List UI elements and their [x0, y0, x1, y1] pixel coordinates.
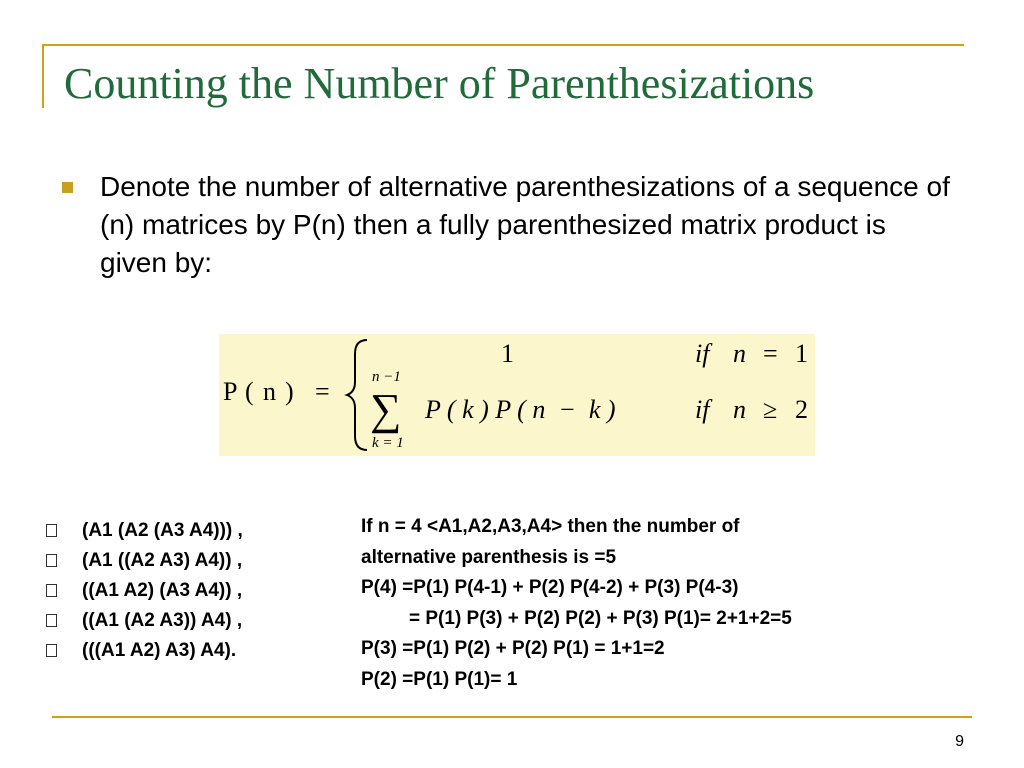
box-bullet-icon [46, 554, 57, 567]
case1-value: 1 [501, 339, 514, 368]
recurrence-formula [219, 334, 815, 456]
example-line: = P(1) P(3) + P(2) P(2) + P(3) P(1)= 2+1+2=5 [409, 607, 792, 629]
example-line: P(3) =P(1) P(2) + P(2) P(1) = 1+1=2 [361, 638, 665, 659]
bullet-text: Denote the number of alternative parenthesizations of a sequence of (n) matrices by P(n) then a fully parenthesized matrix product is given by: [100, 171, 950, 278]
box-bullet-icon [46, 584, 57, 597]
summation-icon: ∑ [370, 385, 402, 434]
slide-title: Counting the Number of Parenthesizations [64, 59, 815, 108]
case2-n: n [733, 395, 746, 424]
box-bullet-icon [46, 644, 57, 657]
formula-equals: = [315, 377, 330, 406]
page-number: 9 [955, 733, 964, 750]
example-calculation [361, 512, 792, 695]
example-line: P(2) =P(1) P(1)= 1 [361, 668, 518, 690]
formula-lhs-close: ) [285, 377, 294, 406]
formula-lhs-p: P [223, 377, 238, 406]
left-brace-icon [347, 340, 367, 450]
bottom-rule [52, 716, 972, 718]
case2-geq: ≥ [763, 395, 778, 424]
list-item-text: (A1 (A2 (A3 A4))) , [82, 520, 243, 541]
list-item-text: ((A1 A2) (A3 A4)) , [82, 580, 243, 601]
list-item-text: (A1 ((A2 A3) A4)) , [82, 550, 243, 571]
sum-lower-limit: k = 1 [372, 435, 404, 451]
box-bullet-icon [46, 614, 57, 627]
list-item-text: ((A1 (A2 A3)) A4) , [82, 610, 243, 631]
formula-lhs-open: ( [245, 377, 254, 406]
example-line: alternative parenthesis is =5 [361, 546, 617, 568]
formula-lhs-n: n [263, 377, 276, 406]
case2-rhs: 2 [795, 395, 808, 424]
case1-if: if [695, 339, 710, 368]
example-line: If n = 4 <A1,A2,A3,A4> then the number of [361, 516, 740, 537]
case1-rhs: 1 [795, 339, 808, 368]
formula-graphic [219, 334, 815, 456]
example-line: P(4) =P(1) P(4-1) + P(2) P(4-2) + P(3) P(4-3) [361, 577, 739, 598]
case1-n: n [733, 339, 746, 368]
list-item-text: (((A1 A2) A3) A4). [82, 640, 237, 661]
square-bullet-icon [62, 182, 73, 193]
case1-equals: = [763, 339, 778, 368]
case2-if: if [695, 395, 710, 424]
box-bullet-icon [46, 524, 57, 537]
left-rule [42, 44, 44, 108]
sum-upper-limit: n −1 [372, 369, 401, 385]
case2-expression: P ( k ) P ( n − k ) [425, 395, 616, 424]
top-rule [42, 44, 964, 46]
